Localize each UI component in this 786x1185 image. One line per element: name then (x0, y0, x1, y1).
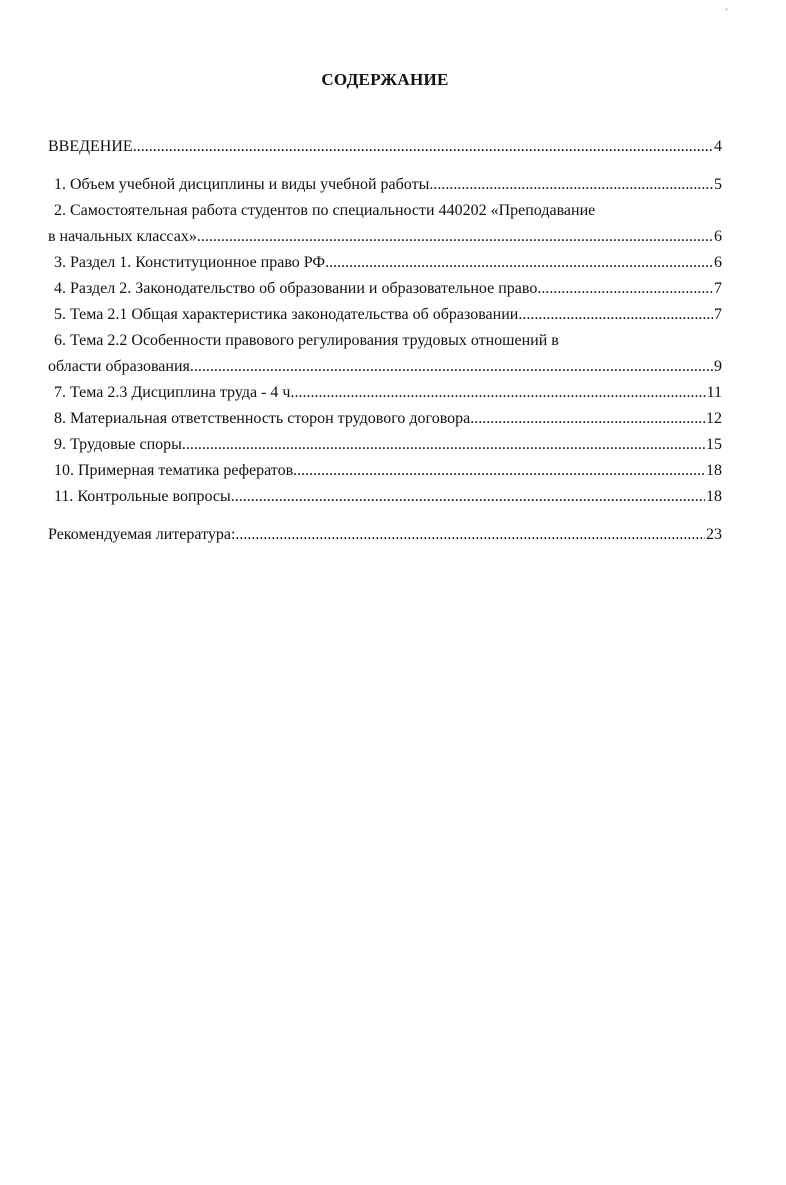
toc-entry-page: 23 (706, 526, 722, 543)
dot-leader (325, 250, 713, 276)
toc-entry-page: 4 (714, 138, 722, 155)
dot-leader (190, 354, 713, 380)
dot-leader (470, 406, 705, 432)
toc-entry-label: 10. Примерная тематика рефератов (54, 462, 294, 479)
toc-entry-page: 7 (714, 306, 722, 323)
toc-entry-6 (48, 354, 722, 380)
toc-entry-label: Рекомендуемая литература: (48, 526, 236, 543)
dot-leader (429, 172, 713, 198)
toc-entry-8 (48, 406, 722, 432)
toc-entry-page: 18 (706, 462, 722, 479)
toc-entry-2 (48, 224, 722, 250)
toc-entry-page: 15 (706, 436, 722, 453)
toc-entry-page: 12 (706, 410, 722, 427)
toc-entry-9 (48, 432, 722, 458)
table-of-contents (48, 134, 722, 548)
toc-entry-page: 18 (706, 488, 722, 505)
toc-entry-label: 1. Объем учебной дисциплины и виды учебной работы (54, 176, 430, 193)
toc-entry-literature (48, 522, 722, 548)
toc-entry-label: 3. Раздел 1. Конституционное право РФ (54, 254, 326, 271)
toc-entry-page: 7 (714, 280, 722, 297)
toc-entry-4 (48, 276, 722, 302)
toc-entry-intro (48, 134, 722, 160)
dot-leader (293, 458, 705, 484)
dot-leader (197, 224, 713, 250)
toc-entry-label: 9. Трудовые споры (54, 436, 182, 453)
toc-entry-3 (48, 250, 722, 276)
toc-entry-page: 6 (714, 228, 722, 245)
toc-entry-2-line1: 2. Самостоятельная работа студентов по специальности 440202 «Преподавание (54, 202, 596, 219)
toc-entry-label: области образования (48, 358, 190, 375)
toc-entry-label: в начальных классах» (48, 228, 197, 245)
toc-entry-5 (48, 302, 722, 328)
toc-entry-label: ВВЕДЕНИЕ (48, 138, 133, 155)
toc-entry-page: 9 (714, 358, 722, 375)
dot-leader (133, 134, 713, 160)
toc-entry-7 (48, 380, 722, 406)
toc-entry-label: 5. Тема 2.1 Общая характеристика законодательства об образовании (54, 306, 519, 323)
dot-leader (182, 432, 705, 458)
toc-entry-11 (48, 484, 722, 510)
toc-entry-10 (48, 458, 722, 484)
dot-leader (235, 522, 705, 548)
toc-entry-1 (48, 172, 722, 198)
dot-leader (537, 276, 713, 302)
toc-entry-page: 6 (714, 254, 722, 271)
toc-entry-label: 11. Контрольные вопросы (54, 488, 231, 505)
toc-entry-page: 5 (714, 176, 722, 193)
toc-entry-label: 7. Тема 2.3 Дисциплина труда - 4 ч. (54, 384, 295, 401)
toc-entry-page: 11 (706, 384, 722, 401)
toc-entry-label: 8. Материальная ответственность сторон трудового договора (54, 410, 471, 427)
toc-entry-label: 4. Раздел 2. Законодательство об образовании и образовательное право (54, 280, 538, 297)
scan-speck (725, 8, 728, 11)
page-title: СОДЕРЖАНИЕ (321, 70, 449, 89)
dot-leader (294, 380, 705, 406)
dot-leader (518, 302, 713, 328)
dot-leader (231, 484, 705, 510)
toc-entry-6-line1: 6. Тема 2.2 Особенности правового регулирования трудовых отношений в (54, 332, 559, 349)
